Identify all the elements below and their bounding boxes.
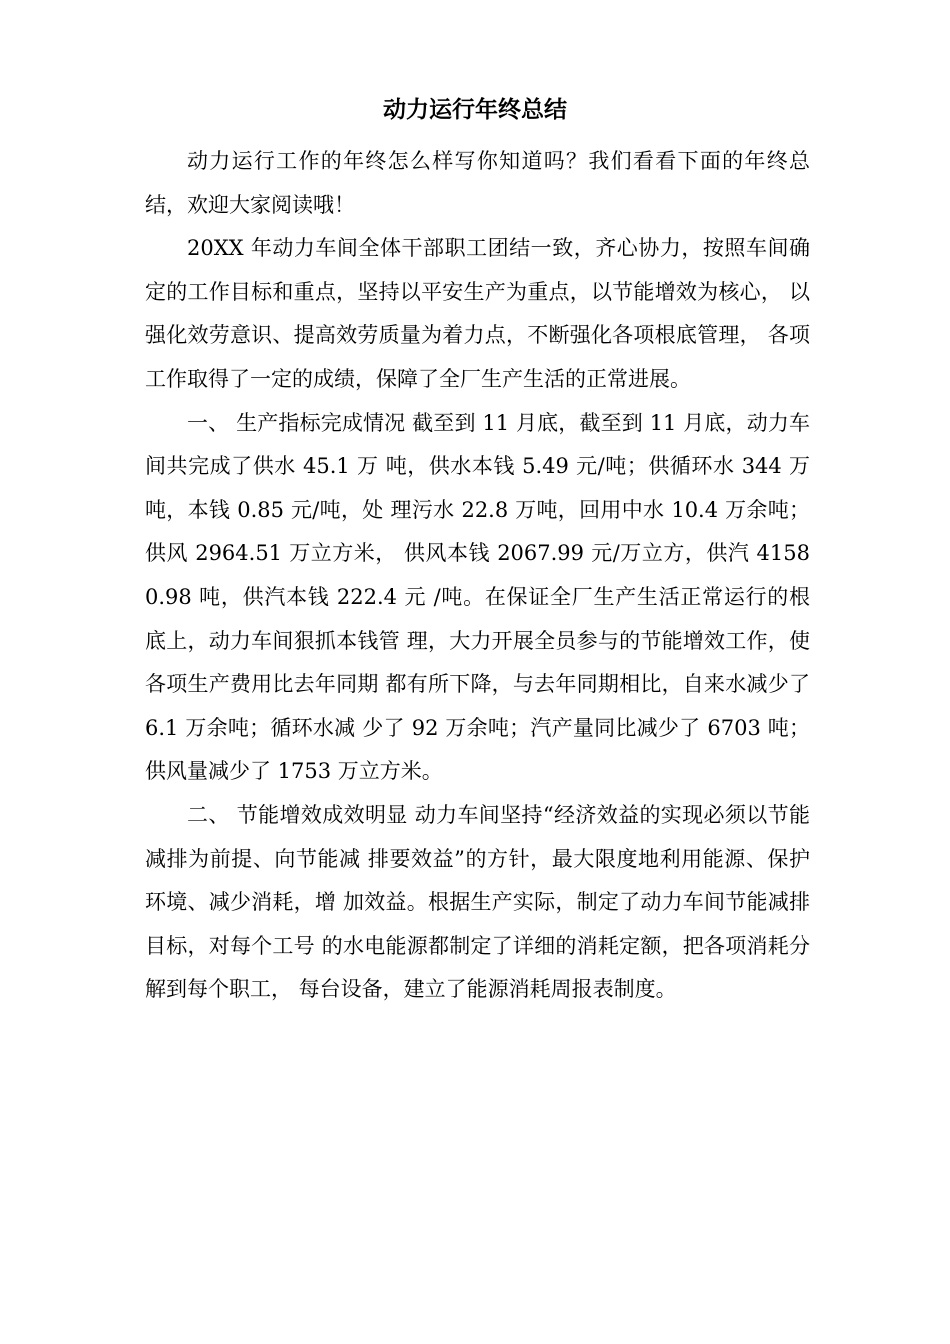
document-title: 动力运行年终总结 xyxy=(383,97,567,123)
paragraph-energy-saving: 二、 节能增效成效明显 动力车间坚持“经济效益的实现必须以节能减排为前提、向节能减 排要效益”的方针，最大限度地利用能源、保护环境、减少消耗，增 加效益。根据生产实际，制定了动力车间节能减排目标，对每个工号 的水电能源都制定了详细的消耗定额，把各项消耗分解到每个职工， 每台设备，建立了能源消耗周报表制度。 xyxy=(145,802,810,1002)
document-body xyxy=(145,140,810,1012)
paragraph-intro: 动力运行工作的年终怎么样写你知道吗？我们看看下面的年终总结，欢迎大家阅读哦！ xyxy=(145,149,810,217)
paragraph-overview: 20XX 年动力车间全体干部职工团结一致，齐心协力，按照车间确 定的工作目标和重点，坚持以平安生产为重点，以节能增效为核心， 以强化效劳意识、提高效劳质量为着力点，不断强化各项根底管理， 各项工作取得了一定的成绩，保障了全厂生产生活的正常进展。 xyxy=(145,236,810,391)
paragraph-production-indicators: 一、 生产指标完成情况 截至到 11 月底，截至到 11 月底，动力车间共完成了供水 45.1 万 吨，供水本钱 5.49 元/吨；供循环水 344 万吨，本钱 0.85 元/吨，处 理污水 22.8 万吨，回用中水 10.4 万余吨；供风 2964.51 万立方米， 供风本钱 2067.99 元/万立方，供汽 41580.98 吨，供汽本钱 222.4 元 /吨。在保证全厂生产生活正常运行的根底上，动力车间狠抓本钱管 理，大力开展全员参与的节能增效工作，使各项生产费用比去年同期 都有所下降，与去年同期相比，自来水减少了 6.1 万余吨；循环水减 少了 92 万余吨；汽产量同比减少了 6703 吨；供风量减少了 1753 万立方米。 xyxy=(145,410,810,784)
